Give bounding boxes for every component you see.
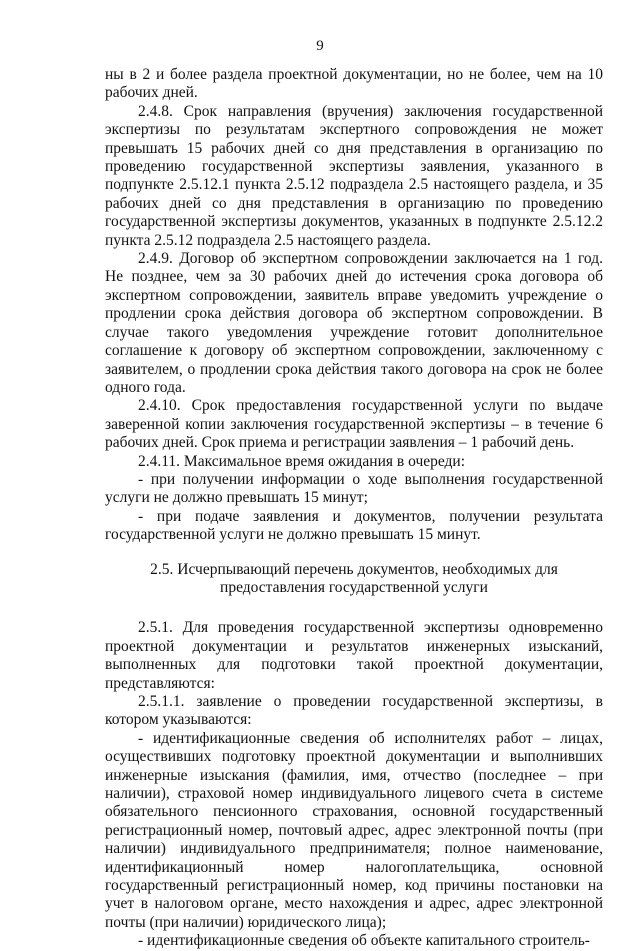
paragraph-2-5-1-1: 2.5.1.1. заявление о проведении государственной экспертизы, в котором указываются: [105,693,603,729]
paragraph-2-4-10: 2.4.10. Срок предоставления государственной услуги по выдаче заверенной копии заключения государственной экспертизы – в течение 6 рабочих дней. Срок приема и регистрации заявления – 1 рабочий день. [105,397,603,452]
list-item-submission-wait: - при подаче заявления и документов, получении результата государственной услуги не должно превышать 15 минут. [105,507,603,544]
paragraph-2-4-8: 2.4.8. Срок направления (вручения) заключения государственной экспертизы по результатам экспертного сопровождения не может превышать 15 рабочих дней со дня представления в организацию по проведению государственной экспертизы заявления, указанного в подпункте 2.5.12.1 пункта 2.5.12 подраздела 2.5 настоящего раздела, и 35 рабочих дней со дня представления в организацию по проведению государственной экспертизы документов, указанных в подпункте 2.5.12.2 пункта 2.5.12 подраздела 2.5 настоящего раздела. [105,102,603,249]
section-heading-2-5: 2.5. Исчерпывающий перечень документов, необходимых для предоставления государственной услуги [150,560,558,596]
paragraph-continuation: ны в 2 и более раздела проектной документации, но не более, чем на 10 рабочих дней. [105,66,603,102]
paragraph-2-5-1: 2.5.1. Для проведения государственной экспертизы одновременно проектной документации и результатов инженерных изысканий, выполненных для подготовки такой проектной документации, представляются: [105,619,603,692]
paragraph-2-4-11: 2.4.11. Максимальное время ожидания в очереди: [138,452,466,470]
list-item-info-wait: - при получении информации о ходе выполнения государственной услуги не должно превышать 15 минут; [105,470,603,507]
paragraph-2-4-9: 2.4.9. Договор об экспертном сопровождении заключается на 1 год. Не позднее, чем за 30 рабочих дней до истечения срока договора об экспертном сопровождении, заявитель вправе уведомить учреждение о продлении срока действия договора об экспертном сопровождении. В случае такого уведомления учреждение готовит дополнительное соглашение к договору об экспертном сопровождении, заключенному с заявителем, о продлении срока действия такого договора на срок не более одного года. [105,250,603,396]
list-item-contractors: - идентификационные сведения об исполнителях работ – лицах, осуществивших подготовку проектной документации и выполнивших инженерные изыскания (фамилия, имя, отчество (последнее – при наличии), страховой номер индивидуального лицевого счета в системе обязательного пенсионного страхования, основной государственный регистрационный номер, почтовый адрес, адрес электронной почты (при наличии) индивидуального предпринимателя; полное наименование, идентификационный номер налогоплательщика, основной государственный регистрационный номер, код причины постановки на учет в налоговом органе, место нахождения и адрес, адрес электронной почты (при наличии) юридического лица); [105,729,603,931]
list-item-object: - идентификационные сведения об объекте капитального строитель- [138,932,590,950]
page-number: 9 [316,38,324,54]
document-body [105,66,603,951]
